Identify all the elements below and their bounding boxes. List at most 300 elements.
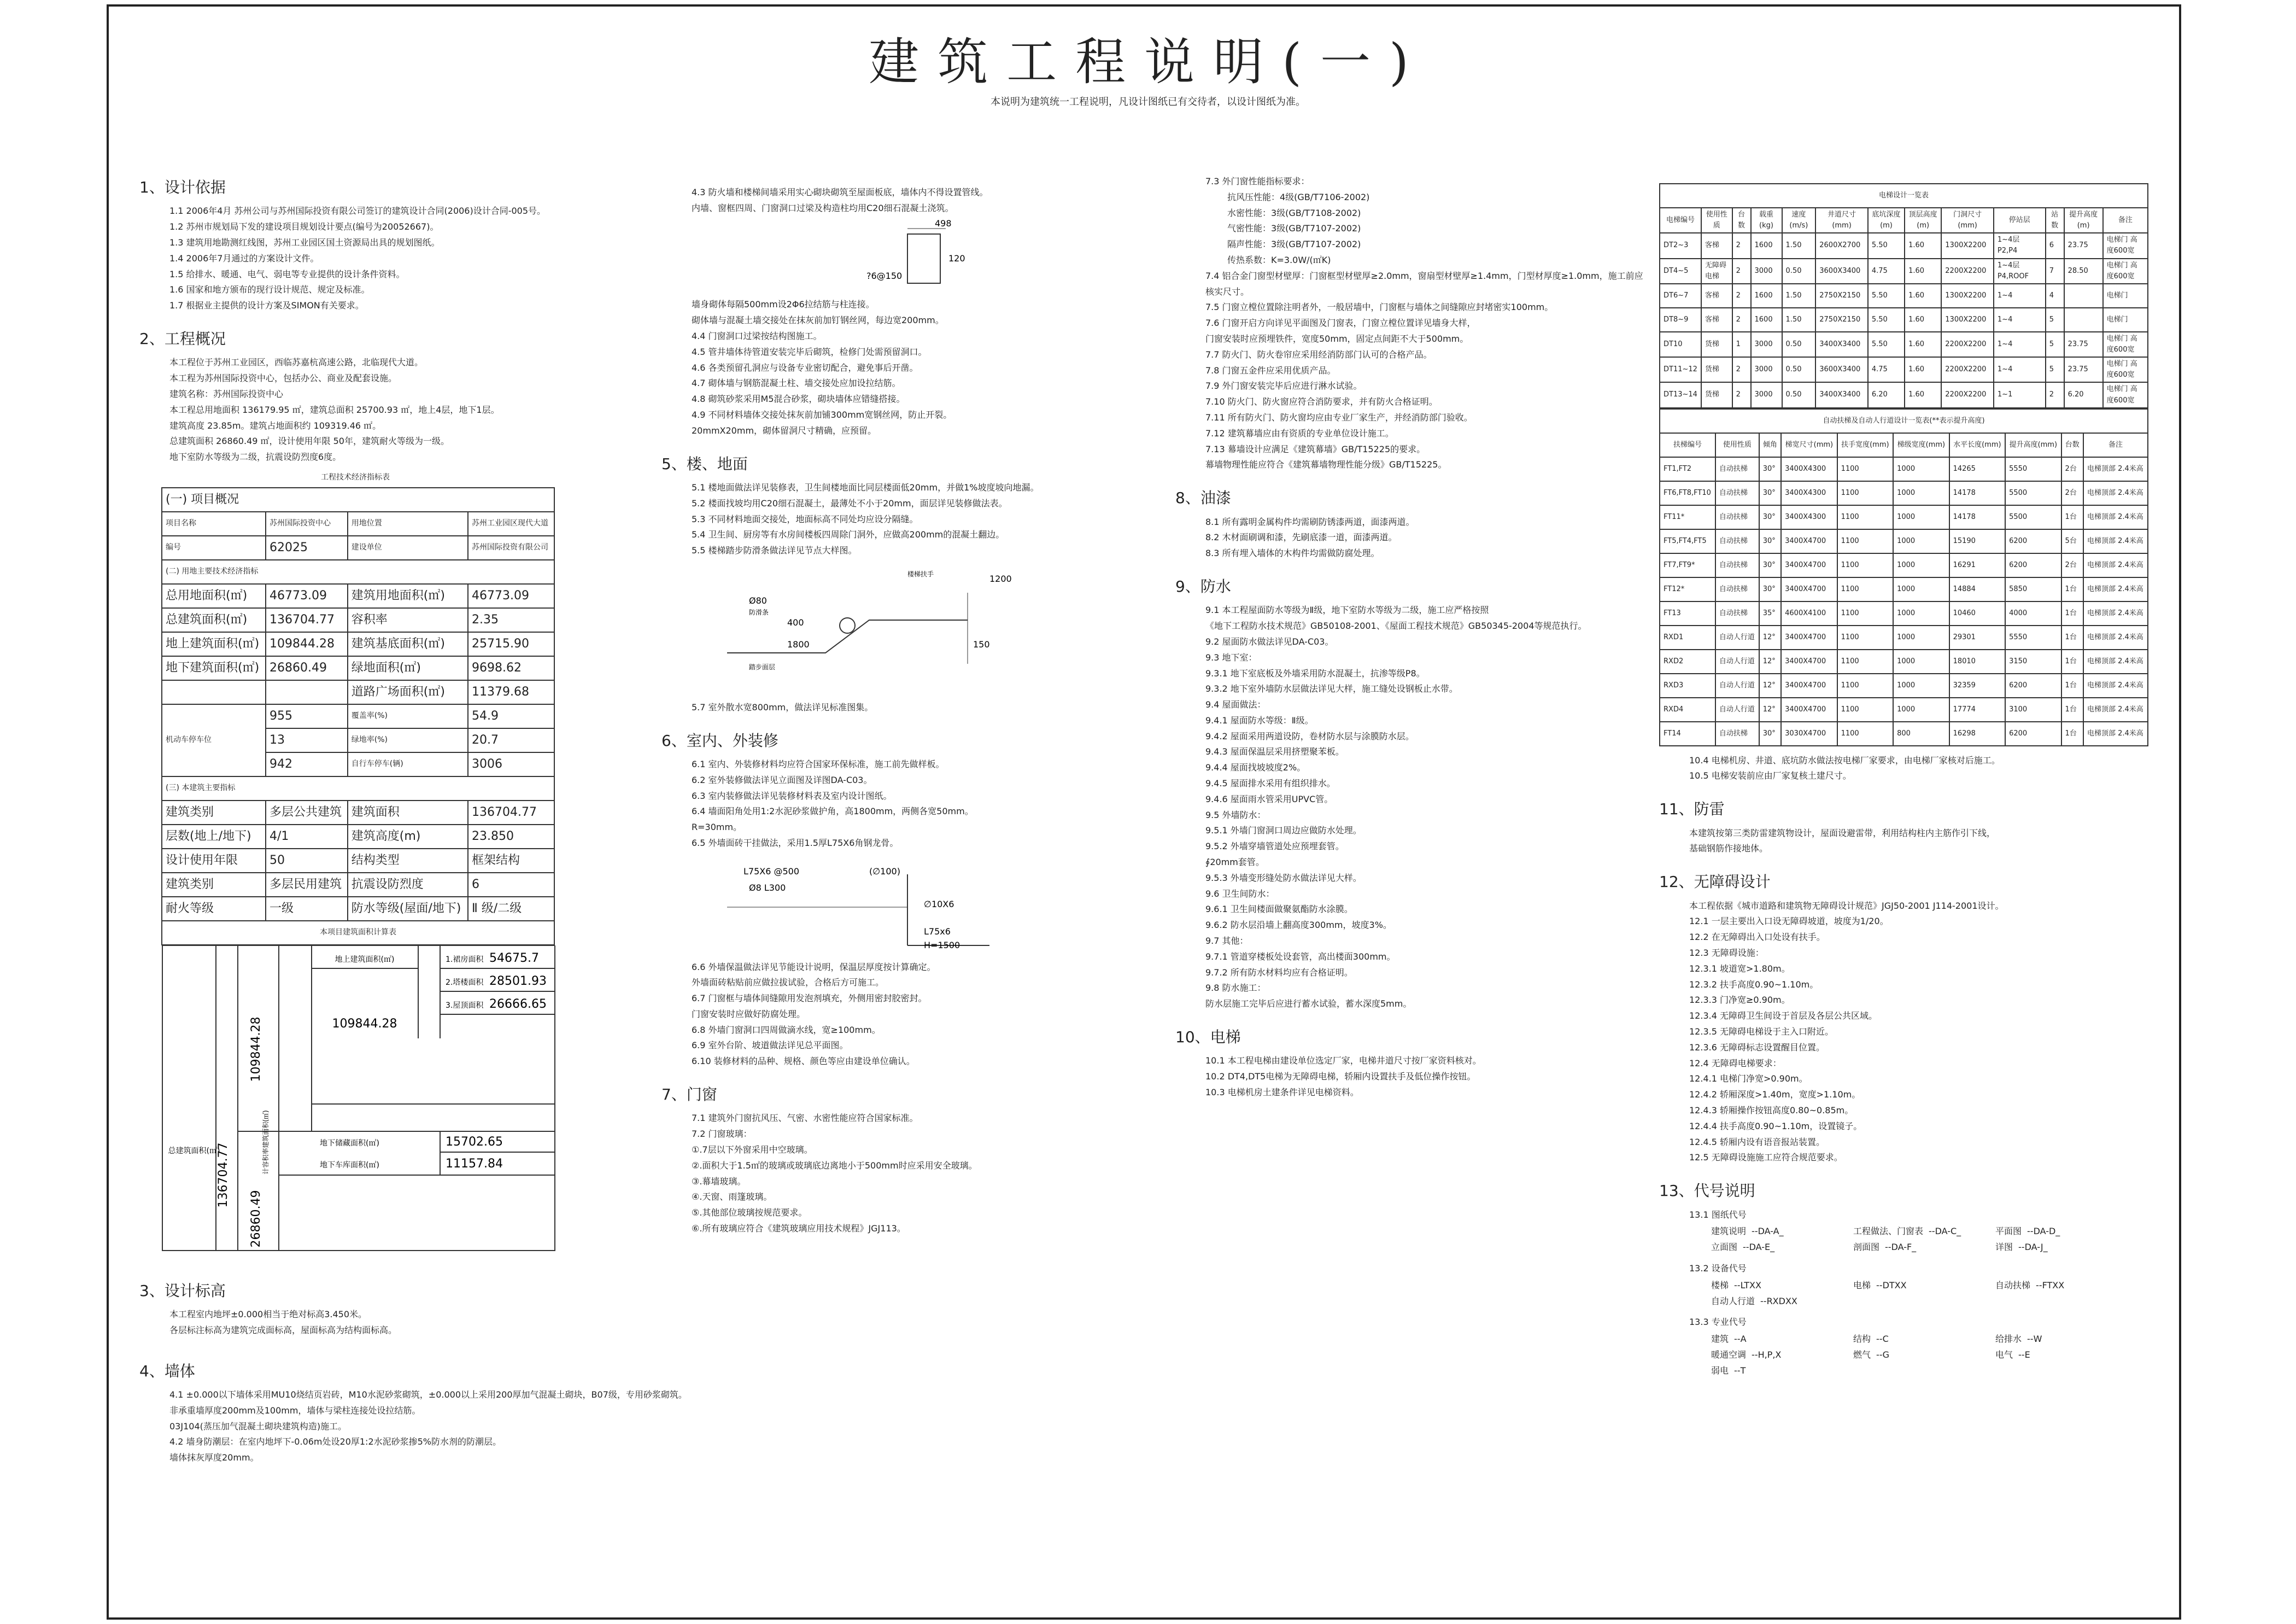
project-label: 项目名称 (162, 512, 266, 536)
table-cell: 30° (1759, 722, 1781, 746)
list-item: ③.幕墙玻璃。 (692, 1176, 746, 1187)
table-cell: 0.50 (1782, 259, 1816, 284)
table-cell: 无障碍 电梯 (1701, 259, 1732, 284)
code-label: 暖通空调 (1711, 1349, 1747, 1360)
code-value: --DA-A_ (1752, 1226, 1784, 1237)
table-cell: 5 (2046, 357, 2064, 382)
table-cell: 1000 (1893, 505, 1949, 529)
table-cell: 30° (1759, 457, 1781, 481)
list-item: 12.2 在无障碍出入口处设有扶手。 (1689, 932, 1825, 943)
table-cell: 电梯门 高度600宽 (2103, 332, 2148, 357)
table-cell: 35° (1759, 601, 1781, 626)
p67 (661, 992, 1077, 1021)
table-cell: 3400X4700 (1781, 650, 1837, 674)
table-cell: 自动人行道 (1715, 650, 1759, 674)
list-item: 基础钢筋作接地体。 (1689, 843, 1768, 854)
table-cell: 1600 (1751, 284, 1782, 308)
table-cell: 1100 (1837, 722, 1893, 746)
section-11-list (1659, 827, 2151, 856)
code-value: --RXDXX (1760, 1295, 1797, 1306)
table-cell: 自动人行道 (1715, 626, 1759, 650)
table-cell: 5500 (2005, 505, 2061, 529)
table-cell: 1300X2200 (1941, 308, 1994, 332)
table-row (162, 801, 554, 825)
table-header-cell: 门洞尺寸(mm) (1941, 208, 1994, 233)
section-12-list (1659, 899, 2151, 1165)
list-item: 6.1 室内、外装修材料均应符合国家环保标准，施工前先做样板。 (692, 758, 945, 769)
code-entry (1711, 1225, 1853, 1239)
section-3-list (139, 1308, 571, 1337)
table-cell: 2200X2200 (1941, 259, 1994, 284)
column-1 (139, 161, 687, 1467)
list-item: 9.3.1 地下室底板及外墙采用防水混凝土，抗渗等级P8。 (1205, 668, 1425, 679)
table-header-cell: 提升高度(m) (2064, 208, 2103, 233)
section-4-heading: 4、墙体 (139, 1362, 195, 1380)
section-4-list (139, 1388, 687, 1465)
table-cell: FT6,FT8,FT10 (1660, 481, 1715, 505)
table-cell: 1100 (1837, 505, 1893, 529)
window-c: ∅10X6 (924, 898, 954, 909)
parking-0-2: 覆盖率(%) (348, 704, 468, 728)
list-item: 核实尺寸。 (1205, 286, 1250, 297)
table-cell: DT10 (1660, 332, 1701, 357)
parking-1-3: 20.7 (468, 728, 554, 752)
table-header-cell: 梯级宽度(mm) (1893, 433, 1949, 457)
list-item: 本工程室内地坪±0.000相当于绝对标高3.450米。 (169, 1309, 367, 1320)
code-value: --A (1734, 1334, 1747, 1345)
table-cell: 电梯门 (2103, 284, 2148, 308)
table-cell (2064, 284, 2103, 308)
code-label: 剖面图 (1853, 1242, 1880, 1253)
list-item: 9.4.2 屋面采用两道设防，卷材防水层与涂膜防水层。 (1205, 731, 1414, 741)
table-cell: 3400X4700 (1781, 553, 1837, 577)
code-entry (1853, 1348, 1995, 1362)
table-cell: 3400X4300 (1781, 481, 1837, 505)
table-cell: 1600 (1751, 308, 1782, 332)
table-cell: 6.20 (1868, 382, 1905, 407)
section-5-heading: 5、楼、地面 (661, 454, 748, 473)
code-entry (1853, 1241, 1995, 1254)
table-cell: 2 (1732, 259, 1751, 284)
list-item: 5.1 楼地面做法详见装修表，卫生间楼地面比同层楼面低20mm，并做1%坡度坡向地漏。 (692, 482, 1039, 493)
table-cell: 电梯门 (2103, 308, 2148, 332)
table-cell: 建筑类别 (162, 801, 266, 825)
p77: 7.7 防火门、防火卷帘应采用经消防部门认可的合格产品。 (1205, 349, 1432, 360)
table-cell: 1100 (1837, 481, 1893, 505)
area-below-part-1-value: 11157.84 (446, 1156, 503, 1171)
p78: 7.8 门窗五金件应采用优质产品。 (1205, 365, 1336, 376)
code-sub-2: 13.2 设备代号 (1689, 1263, 1747, 1274)
window-e: H=1500 (924, 939, 960, 950)
table-cell: 货梯 (1701, 332, 1732, 357)
list-item: 12.3.3 门净宽≥0.90m。 (1689, 995, 1790, 1006)
list-item: ④.天窗、雨篷玻璃。 (692, 1191, 772, 1202)
list-item: 12.3.1 坡道宽>1.80m。 (1689, 963, 1790, 974)
table-cell: 1300X2200 (1941, 284, 1994, 308)
table-cell: 17774 (1949, 698, 2005, 722)
table-header-cell: 梯宽尺寸(mm) (1781, 433, 1837, 457)
table-cell: 12° (1759, 650, 1781, 674)
table-cell: 电梯顶部 2.4米高 (2083, 481, 2148, 505)
table-row (1660, 233, 2148, 258)
table-cell: 3400X4700 (1781, 577, 1837, 601)
table-cell: 4600X4100 (1781, 601, 1837, 626)
list-item: 9.6.1 卫生间楼面做聚氨酯防水涂膜。 (1205, 904, 1353, 915)
list-item: 9.4.4 屋面找坡坡度2%。 (1205, 762, 1306, 773)
code-value: --DA-F_ (1885, 1242, 1917, 1253)
code-value: --DA-C_ (1929, 1226, 1961, 1237)
table-cell: 1100 (1837, 626, 1893, 650)
p74 (1175, 270, 1643, 299)
table-cell: 3150 (2005, 650, 2061, 674)
list-item: 9.7.1 管道穿楼板处设套管，高出楼面300mm。 (1205, 951, 1396, 962)
table-cell: 11379.68 (468, 680, 554, 704)
list-item: 8.2 木材面刷调和漆，先刷底漆一道，面漆两道。 (1205, 532, 1397, 543)
list-item: 7.1 建筑外门窗抗风压、气密、水密性能应符合国家标准。 (692, 1113, 918, 1124)
p43b (661, 298, 1077, 328)
p68: 6.8 外墙门窗洞口四周做滴水线，宽≥100mm。 (692, 1024, 881, 1035)
column-3 (1175, 175, 1643, 1102)
list-item: 门窗安装时应预埋铁件，宽度50mm，固定点间距不大于500mm。 (1205, 333, 1469, 344)
table-cell: 6200 (2005, 674, 2061, 698)
table-cell: 6200 (2005, 529, 2061, 553)
stair-d1: 1200 (989, 573, 1012, 584)
code-value: --E (2018, 1349, 2030, 1360)
table-cell: FT7,FT9* (1660, 553, 1715, 577)
table-cell: 抗震设防烈度 (348, 873, 468, 897)
table-cell: 1.50 (1782, 308, 1816, 332)
p73: 7.3 外门窗性能指标要求： (1205, 176, 1310, 186)
area-part-2-value: 26666.65 (489, 997, 547, 1011)
elevator-head (1660, 208, 2148, 233)
table-cell: 1000 (1893, 553, 1949, 577)
table-cell (2064, 308, 2103, 332)
table-cell: 9698.62 (468, 656, 554, 680)
table-cell: 4000 (2005, 601, 2061, 626)
table-cell: 50 (266, 849, 348, 873)
list-item: 非承重墙厚度200mm及100mm，墙体与梁柱连接处设拉结筋。 (169, 1405, 421, 1416)
area-below-part-0-value: 15702.65 (446, 1135, 503, 1149)
table-cell (266, 680, 348, 704)
table-cell: 1~1 (1994, 382, 2046, 407)
area-total-value: 136704.77 (216, 1142, 230, 1208)
table-cell: Ⅱ 级/二级 (468, 897, 554, 921)
table-cell: 1300X2200 (1941, 233, 1994, 258)
table-cell: 136704.77 (266, 608, 348, 632)
table-cell: 1.60 (1905, 284, 1941, 308)
site-value: 苏州工业园区现代大道 (468, 512, 554, 536)
p711: 7.11 所有防火门、防火窗均应由专业厂家生产，并经消防部门验收。 (1205, 412, 1473, 423)
code-entry (1995, 1333, 2137, 1346)
section-6-heading: 6、室内、外装修 (661, 731, 778, 750)
code-entry (1711, 1364, 1853, 1378)
section-9-heading: 9、防水 (1175, 577, 1231, 595)
list-item: 12.4.4 扶手高度0.90~1.10m，设置镜子。 (1689, 1120, 1862, 1131)
parking-2-2: 自行车停车(辆) (348, 752, 468, 776)
code-entry (1853, 1333, 1995, 1346)
section-9-list (1175, 604, 1624, 1011)
list-item: 抗风压性能：4级(GB/T7106-2002) (1227, 191, 1370, 202)
table-cell: 1~4 (1994, 284, 2046, 308)
code-label: 详图 (1995, 1242, 2013, 1253)
table-cell: 3400X4300 (1781, 457, 1837, 481)
table-cell: 自动人行道 (1715, 698, 1759, 722)
stair-line (727, 620, 968, 653)
table-cell: 46773.09 (266, 584, 348, 608)
list-item: 本工程为苏州国际投资中心，包括办公、商业及配套设施。 (169, 373, 397, 384)
p46: 4.6 各类预留孔洞应与设备专业密切配合，避免事后开凿。 (692, 362, 918, 373)
table-cell: 1.60 (1905, 357, 1941, 382)
building-rows (162, 801, 554, 921)
list-item: ②.面积大于1.5㎡的玻璃或玻璃底边离地小于500mm时应采用安全玻璃。 (692, 1160, 977, 1171)
table-cell: 绿地面积(㎡) (348, 656, 468, 680)
table-cell: 14178 (1949, 505, 2005, 529)
table-row (1660, 577, 2148, 601)
stair-d3: 1800 (787, 639, 810, 650)
table-cell: 总用地面积(㎡) (162, 584, 266, 608)
list-item: 03J104(蒸压加气混凝土砌块建筑构造)施工。 (169, 1421, 347, 1432)
table-cell: 3400X3400 (1815, 332, 1868, 357)
elevator-table (1659, 183, 2148, 408)
escalator-table (1659, 408, 2148, 746)
elevator-rows (1660, 233, 2148, 407)
code-value: --DA-E_ (1743, 1242, 1775, 1253)
code-value: --W (2027, 1334, 2042, 1345)
codes-2 (1659, 1279, 2151, 1311)
table-row (1660, 457, 2148, 481)
code-value: --DA-D_ (2027, 1226, 2060, 1237)
table-row (162, 584, 554, 608)
p104: 10.4 电梯机房、井道、底坑防水做法按电梯厂家要求，由电梯厂家核对后施工。 (1689, 755, 2000, 766)
table-header-cell: 备注 (2103, 208, 2148, 233)
list-item: 9.4.3 屋面保温层采用挤塑聚苯板。 (1205, 746, 1344, 757)
table-cell: 29301 (1949, 626, 2005, 650)
table-cell: 5.50 (1868, 284, 1905, 308)
list-item: 4.1 ±0.000以下墙体采用MU10烧结页岩砖，M10水泥砂浆砌筑，±0.000以上采用200厚加气混凝土砌块，B07级，专用砂浆砌筑。 (169, 1389, 687, 1400)
table-cell: 12° (1759, 698, 1781, 722)
code-entry (1711, 1279, 1853, 1293)
table-cell: 12° (1759, 626, 1781, 650)
escalator-head (1660, 433, 2148, 457)
table-cell: 1.60 (1905, 308, 1941, 332)
window-a: L75X6 @500 (743, 866, 800, 877)
code-entry (1853, 1225, 1995, 1239)
list-item: 各层标注标高为建筑完成面标高，屋面标高为结构面标高。 (169, 1324, 397, 1335)
table-cell: 1台 (2061, 626, 2083, 650)
list-item: 7.6 门窗开启方向详见平面图及门窗表，门窗立樘位置详见墙身大样， (1205, 318, 1476, 329)
table-row (162, 873, 554, 897)
table-cell: 0.50 (1782, 382, 1816, 407)
table-cell: 电梯顶部 2.4米高 (2083, 505, 2148, 529)
page-subtitle: 本说明为建筑统一工程说明，凡设计图纸已有交待者，以设计图纸为准。 (991, 96, 1305, 108)
p710: 7.10 防火门、防火窗应符合消防要求，并有防火合格证明。 (1205, 396, 1438, 407)
list-item: 5.3 不同材料地面交接处，地面标高不同处均应设分隔缝。 (692, 513, 918, 524)
codes-1 (1659, 1225, 2151, 1257)
table-cell: 电梯顶部 2.4米高 (2083, 674, 2148, 698)
table-cell: FT5,FT4,FT5 (1660, 529, 1715, 553)
table-cell: DT2~3 (1660, 233, 1701, 258)
table-header-cell: 载重(kg) (1751, 208, 1782, 233)
unit-value: 苏州国际投资有限公司 (468, 536, 554, 560)
list-item: 4.3 防火墙和楼梯间墙采用实心砌块砌筑至屋面板底，墙体内不得设置管线。 (692, 187, 988, 197)
table-cell: 1000 (1893, 601, 1949, 626)
table-cell: 5台 (2061, 529, 2083, 553)
table-cell: 10460 (1949, 601, 2005, 626)
area-total-label: 总建筑面积(㎡) (168, 1146, 220, 1155)
table-cell: 5550 (2005, 457, 2061, 481)
table-cell: 耐火等级 (162, 897, 266, 921)
table-cell: 3400X3400 (1815, 382, 1868, 407)
table-cell: 14884 (1949, 577, 2005, 601)
column-4 (1659, 183, 2151, 1386)
code-label: 燃气 (1853, 1349, 1871, 1360)
table-cell: 1100 (1837, 457, 1893, 481)
list-item: 6.5 外墙面砖干挂做法，采用1.5厚L75X6角钢龙骨。 (692, 837, 899, 848)
table-cell: 1100 (1837, 529, 1893, 553)
area-title: 本项目建筑面积计算表 (162, 921, 554, 945)
table-cell: 货梯 (1701, 357, 1732, 382)
code-value: --T (1734, 1365, 1746, 1376)
table-cell: 2 (2046, 382, 2064, 407)
table-cell: 2 (1732, 284, 1751, 308)
table-cell: 1.60 (1905, 332, 1941, 357)
p49 (661, 408, 1077, 438)
code-entry (1995, 1241, 2137, 1254)
table-cell: 23.850 (468, 825, 554, 849)
stair-d2: 400 (787, 617, 804, 628)
table-cell: 结构类型 (348, 849, 468, 873)
list-item: 7.4 铝合金门窗型材壁厚：门窗框型材壁厚≥2.0mm，窗扇型材壁厚≥1.4mm，门型材厚度≥1.0mm，施工前应 (1205, 270, 1643, 281)
table-cell: FT11* (1660, 505, 1715, 529)
table-cell: 3100 (2005, 698, 2061, 722)
table-cell: 2200X2200 (1941, 357, 1994, 382)
list-item: 本工程位于苏州工业园区，西临苏嘉杭高速公路，北临现代大道。 (169, 357, 424, 368)
code-label: 电气 (1995, 1349, 2013, 1360)
parking-0-1: 955 (266, 704, 348, 728)
list-item: 传热系数：K=3.0W/(㎡K) (1227, 254, 1331, 265)
list-item: 本建筑按第三类防雷建筑物设计，屋面设避雷带，利用结构柱内主筋作引下线， (1689, 827, 1996, 838)
code-value: 62025 (266, 536, 348, 560)
table-cell: 1台 (2061, 698, 2083, 722)
table-cell: 电梯顶部 2.4米高 (2083, 457, 2148, 481)
table-row (1660, 529, 2148, 553)
table-cell: 5550 (2005, 626, 2061, 650)
area-below-part-1-label: 地下车库面积(㎡) (320, 1160, 379, 1170)
list-item: 1.2 苏州市规划局下发的建设项目规划设计要点(编号为20052667)。 (169, 221, 439, 232)
table-cell: 2 (1732, 357, 1751, 382)
list-item: 10.2 DT4,DT5电梯为无障碍电梯，轿厢内设置扶手及低位操作按钮。 (1205, 1071, 1476, 1082)
table-cell: 自动人行道 (1715, 674, 1759, 698)
table-cell: 1100 (1837, 577, 1893, 601)
code-label: 建筑 (1711, 1334, 1729, 1345)
p47: 4.7 砌体墙与钢筋混凝土柱、墙交接处应加设拉结筋。 (692, 378, 901, 389)
tech-table (161, 487, 555, 945)
code-label: 结构 (1853, 1334, 1871, 1345)
table-cell: 3600X3400 (1815, 357, 1868, 382)
table-cell: 5 (2046, 308, 2064, 332)
table-cell: 1 (1732, 332, 1751, 357)
table-cell: 2600X2700 (1815, 233, 1868, 258)
list-item: 12.5 无障碍设施施工应符合规范要求。 (1689, 1152, 1843, 1163)
table-cell: 2台 (2061, 457, 2083, 481)
table-cell: 1100 (1837, 650, 1893, 674)
table-cell: 18010 (1949, 650, 2005, 674)
area-above-sub-value: 109844.28 (332, 1017, 397, 1031)
table-cell: 1.60 (1905, 233, 1941, 258)
table-cell: 1台 (2061, 577, 2083, 601)
list-item: 隔声性能：3级(GB/T7107-2002) (1227, 239, 1361, 250)
table-cell: 2 (1732, 233, 1751, 258)
code-value: --DA-J_ (2018, 1242, 2048, 1253)
table-cell: DT6~7 (1660, 284, 1701, 308)
table-cell: 14265 (1949, 457, 2005, 481)
tech-table-title: 工程技术经济指标表 (321, 472, 390, 482)
list-item: 6.3 室内装修做法详见装修材料表及室内设计图纸。 (692, 790, 892, 801)
list-item: 9.4.6 屋面雨水管采用UPVC管。 (1205, 793, 1333, 804)
p48: 4.8 砌筑砂浆采用M5混合砂浆，砌块墙体应错缝搭接。 (692, 394, 905, 405)
table-cell: 设计使用年限 (162, 849, 266, 873)
table-cell: 4.75 (1868, 357, 1905, 382)
table-cell: 136704.77 (468, 801, 554, 825)
table-cell: 电梯门 高度600宽 (2103, 259, 2148, 284)
code-label: 编号 (162, 536, 266, 560)
table-cell: 30° (1759, 529, 1781, 553)
code-entry (1995, 1225, 2137, 1239)
table-cell: 电梯顶部 2.4米高 (2083, 650, 2148, 674)
table-cell: 自动扶梯 (1715, 505, 1759, 529)
section-1-heading: 1、设计依据 (139, 178, 226, 196)
table-row (162, 608, 554, 632)
list-item: 12.4 无障碍电梯要求： (1689, 1058, 1782, 1068)
list-item: 12.4.3 轿厢操作按钮高度0.80~0.85m。 (1689, 1105, 1854, 1116)
list-item: 9.3.2 地下室外墙防水层做法详见大样，施工缝处设钢板止水带。 (1205, 684, 1458, 694)
p43 (661, 186, 1077, 215)
table-cell: 3000 (1751, 382, 1782, 407)
window-d: L75x6 (924, 926, 951, 937)
list-item: ∮20mm套管。 (1205, 857, 1264, 868)
list-item: 10.3 电梯机房土建条件详见电梯资料。 (1205, 1087, 1359, 1098)
tech-sec2: (二) 用地主要技术经济指标 (162, 560, 554, 584)
table-cell: 多层公共建筑 (266, 801, 348, 825)
area-above-label: 计容积率建筑面积(㎡) (262, 1109, 270, 1175)
list-item: 9.6.2 防水层沿墙上翻高度300mm，坡度3%。 (1205, 920, 1392, 931)
parking-label: 机动车停车位 (162, 704, 266, 776)
table-cell: 1000 (1893, 626, 1949, 650)
list-item: 5.4 卫生间、厨房等有水房间楼板四周除门洞外，应做高200mm的混凝土翻边。 (692, 529, 1005, 540)
table-cell: RXD3 (1660, 674, 1715, 698)
table-header-cell: 提升高度(mm) (2005, 433, 2061, 457)
table-cell: 3400X4700 (1781, 674, 1837, 698)
table-row (1660, 674, 2148, 698)
table-cell: 电梯顶部 2.4米高 (2083, 553, 2148, 577)
list-item: 9.4.1 屋面防水等级：Ⅱ级。 (1205, 715, 1314, 726)
p76 (1175, 317, 1624, 346)
table-cell: 23.75 (2064, 332, 2103, 357)
section-2-list (139, 356, 571, 464)
list-item: 9.5 外墙防水： (1205, 809, 1266, 820)
table-cell: 1000 (1893, 457, 1949, 481)
list-item: 9.1 本工程屋面防水等级为Ⅱ级，地下室防水等级为二级，施工应严格按照 (1205, 605, 1489, 616)
code-entry (1711, 1295, 1853, 1308)
stair-circle (840, 618, 855, 633)
table-cell: FT12* (1660, 577, 1715, 601)
code-value: --LTXX (1734, 1280, 1761, 1290)
table-row (1660, 357, 2148, 382)
tech-sec3: (三) 本建筑主要指标 (162, 776, 554, 801)
escalator-rows (1660, 457, 2148, 746)
table-cell: 多层民用建筑 (266, 873, 348, 897)
tech-sec1: (一) 项目概况 (162, 488, 554, 512)
